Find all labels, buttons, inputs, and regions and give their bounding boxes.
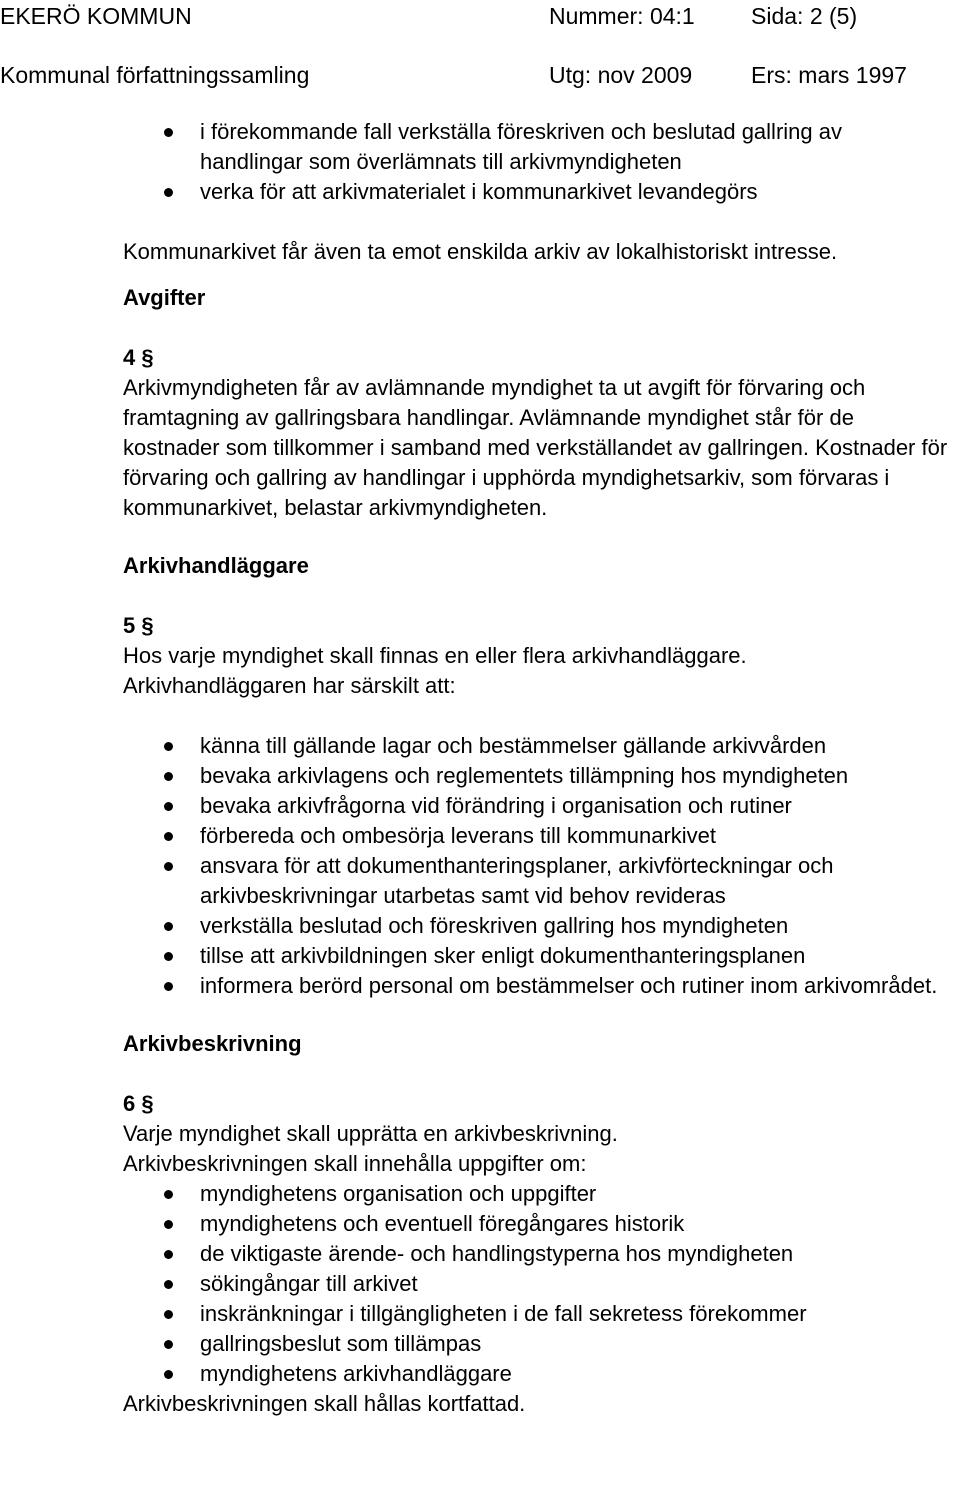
bullet-icon xyxy=(164,188,173,197)
document-number: Nummer: 04:1 xyxy=(549,3,695,29)
paragraph-sign-icon: § xyxy=(141,613,154,638)
list-item-text: verka för att arkivmaterialet i kommunarkivet levandegörs xyxy=(200,179,758,204)
bullet-icon xyxy=(164,1370,173,1379)
org-name: EKERÖ KOMMUN xyxy=(0,3,192,29)
section-heading-arkivhandlaggare: Arkivhandläggare xyxy=(123,553,309,578)
section-number-value: 5 xyxy=(123,613,136,638)
list-item-text: gallringsbeslut som tillämpas xyxy=(200,1331,482,1356)
bullet-icon xyxy=(164,1340,173,1349)
paragraph-sign-icon: § xyxy=(141,345,154,370)
section-text: Arkivmyndigheten får av avlämnande myndighet ta ut avgift för förvaring och framtagning av gallringsbara handlingar. Avlämnande myndighet står för de kostnader som tillkommer i samband med verkställandet av gallringen. Kostnader för förvaring och gallring av handlingar i upphörda myndighetsarkiv, som förvaras i kommunarkivet, belastar arkivmyndigheten. xyxy=(123,375,948,520)
list-item xyxy=(0,1359,959,1389)
section-number xyxy=(123,343,959,373)
intro-bullet-list xyxy=(0,117,959,207)
bullet-icon xyxy=(164,128,173,137)
list-item xyxy=(0,1269,959,1299)
bullet-icon xyxy=(164,982,173,991)
bullet-icon xyxy=(164,922,173,931)
bullet-icon xyxy=(164,742,173,751)
page-header-row-2 xyxy=(0,61,960,89)
document-body xyxy=(123,117,959,1419)
bullet-icon xyxy=(164,1280,173,1289)
list-item xyxy=(0,1209,959,1239)
list-item-text: tillse att arkivbildningen sker enligt dokumenthanteringsplanen xyxy=(200,943,806,968)
bullet-icon xyxy=(164,1220,173,1229)
list-item-text: i förekommande fall verkställa föreskriven och beslutad gallring av handlingar som överlämnats till arkivmyndigheten xyxy=(200,119,842,174)
list-item-text: verkställa beslutad och föreskriven gallring hos myndigheten xyxy=(200,913,789,938)
list-item xyxy=(0,731,959,761)
paragraph-sign-icon: § xyxy=(141,1091,154,1116)
section-text: Arkivbeskrivningen skall innehålla uppgifter om: xyxy=(123,1151,587,1176)
description-bullet-list xyxy=(0,1179,959,1389)
list-item-text: ansvara för att dokumenthanteringsplaner, arkivförteckningar och arkivbeskrivningar utarbetas samt vid behov revideras xyxy=(200,853,834,908)
list-item xyxy=(0,791,959,821)
list-item xyxy=(0,761,959,791)
bullet-icon xyxy=(164,832,173,841)
list-item xyxy=(0,911,959,941)
page-header-row-1 xyxy=(0,2,960,30)
list-item-text: myndighetens och eventuell föregångares historik xyxy=(200,1211,685,1236)
list-item xyxy=(0,821,959,851)
list-item-text: känna till gällande lagar och bestämmelser gällande arkivvården xyxy=(200,733,827,758)
section-heading-arkivbeskrivning: Arkivbeskrivning xyxy=(123,1031,302,1056)
list-item xyxy=(0,1239,959,1269)
list-item xyxy=(0,117,940,177)
bullet-icon xyxy=(164,1190,173,1199)
list-item-text: förbereda och ombesörja leverans till kommunarkivet xyxy=(200,823,717,848)
section-number-value: 6 xyxy=(123,1091,136,1116)
list-item-text: myndighetens organisation och uppgifter xyxy=(200,1181,597,1206)
bullet-icon xyxy=(164,802,173,811)
section-text: Arkivhandläggaren har särskilt att: xyxy=(123,673,456,698)
collection-name: Kommunal författningssamling xyxy=(0,62,310,88)
list-item-text: myndighetens arkivhandläggare xyxy=(200,1361,512,1386)
list-item-text: informera berörd personal om bestämmelser och rutiner inom arkivområdet. xyxy=(200,973,938,998)
list-item-text: sökingångar till arkivet xyxy=(200,1271,418,1296)
list-item-text: inskränkningar i tillgängligheten i de fall sekretess förekommer xyxy=(200,1301,807,1326)
closing-text: Arkivbeskrivningen skall hållas kortfattad. xyxy=(123,1391,526,1416)
list-item-text: bevaka arkivfrågorna vid förändring i organisation och rutiner xyxy=(200,793,792,818)
bullet-icon xyxy=(164,1250,173,1259)
bullet-icon xyxy=(164,952,173,961)
bullet-icon xyxy=(164,1310,173,1319)
list-item xyxy=(0,1299,959,1329)
list-item xyxy=(0,1179,959,1209)
list-item xyxy=(0,1329,959,1359)
list-item-text: bevaka arkivlagens och reglementets tillämpning hos myndigheten xyxy=(200,763,849,788)
bullet-icon xyxy=(164,862,173,871)
section-text: Varje myndighet skall upprätta en arkivbeskrivning. xyxy=(123,1121,618,1146)
section-text: Hos varje myndighet skall finnas en eller flera arkivhandläggare. xyxy=(123,643,747,668)
list-item xyxy=(0,851,959,911)
list-item xyxy=(0,941,959,971)
page-indicator: Sida: 2 (5) xyxy=(751,3,858,29)
bullet-icon xyxy=(164,772,173,781)
issue-date: Utg: nov 2009 xyxy=(549,62,693,88)
section-number xyxy=(123,1089,959,1119)
intro-paragraph: Kommunarkivet får även ta emot enskilda arkiv av lokalhistoriskt intresse. xyxy=(123,239,838,264)
section-number xyxy=(123,611,959,641)
list-item xyxy=(0,177,940,207)
duties-bullet-list xyxy=(0,731,959,1001)
section-heading-avgifter: Avgifter xyxy=(123,285,206,310)
replaces-date: Ers: mars 1997 xyxy=(751,62,907,88)
list-item xyxy=(0,971,959,1001)
section-number-value: 4 xyxy=(123,345,136,370)
list-item-text: de viktigaste ärende- och handlingstyperna hos myndigheten xyxy=(200,1241,794,1266)
